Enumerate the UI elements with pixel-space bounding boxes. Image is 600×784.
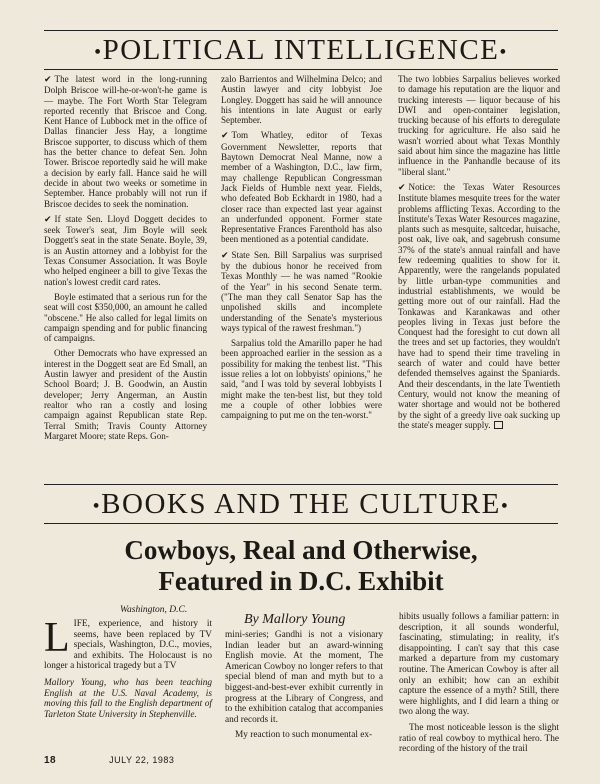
news-item-text: Tom Whatley, editor of Texas Government Newsletter, reports that Baytown Democrat Neal Manne, now a member of a Washington, D.C., law firm, may challenge Republican Congressman Jack Fields of Humble next year. Fields, who defeated Bob Eckhardt in 1980, had a closer race than expected last year against an underfunded opponent. Former state Representative Frances Farenthold has also been mentioned as a potential candidate. <box>221 130 382 245</box>
news-item-text: Boyle estimated that a serious run for the seat will cost $350,000, an amount he called "obscene." He also called for legal limits on campaign spending and for public financing of campaigns. <box>44 291 207 344</box>
news-item-text: Notice: the Texas Water Resources Institute blames mesquite trees for the water problems afflicting Texas. According to the Institute's Texas Water Resources magazine, plants such as mesquite, saltcedar, huisache, post oak, live oak, and sagebrush consume 37% of the state's annual rainfall and have few redeeming qualities to show for it. Apparently, were the rangelands populated by little urban-type communities and industrial establishments, we would be getting more out of our rainfall. Had the Tonkawas and Karankawas and other peoples living in Texas just before the Conquest had the foresight to cut down all the trees and set up factories, they wouldn't have had to spend their time traveling in search of water and could have better defended themselves against the Spaniards. And their descendants, in the late Twentieth Century, would not know the meaning of water shortage and would not be bothered by the sight of a greedy live oak sucking up the state's meager supply. <box>398 181 560 430</box>
dateline: Washington, D.C. <box>120 605 188 615</box>
news-item-text: Other Democrats who have expressed an interest in the Doggett seat are Ed Small, an Austin lawyer and president of the Austin School Board; J. B. Goodwin, an Austin developer; Jerry Angerman, an Austin realtor who ran a costly and losing campaign against Republican state Rep. Terral Smith; Travis County Attorney Margaret Moore; state Reps. Gon- <box>44 348 207 441</box>
books-heading-rule <box>44 523 558 524</box>
article-column-1 <box>44 615 212 730</box>
page-footer <box>44 755 174 766</box>
byline: By Mallory Young <box>244 612 346 627</box>
news-item <box>221 130 382 244</box>
article-paragraph: My reaction to such monumental ex- <box>235 730 373 741</box>
news-item-text: The latest word in the long-running Dolph Briscoe will-he-or-won't-he game is — maybe. The Fort Worth Star Telegram reported recently that Briscoe and Cong. Kent Hance of Lubbock met in the office of Dallas financier Jess Hay, a longtime Briscoe supporter, to discuss which of them has the better chance to defeat Sen. John Tower. Briscoe reportedly said he will make a decision by early fall. Hance said he will decide in about two weeks or sometime in September. Hance probably will not run if Briscoe decides to seek the nomination. <box>44 74 207 209</box>
news-item-text: zalo Barrientos and Wilhelmina Delco; and Austin lawyer and city lobbyist Joe Longley. Doggett has said he will announce his intentions in late August or early September. <box>221 74 382 126</box>
news-item <box>398 74 560 177</box>
news-item <box>44 292 207 343</box>
top-rule <box>44 30 558 31</box>
news-item <box>44 348 207 441</box>
political-column-2 <box>221 74 382 426</box>
news-item-text: The two lobbies Sarpalius believes worked to damage his reputation are the liquor and trucking interests — liquor because of his DWI and open-container legislation, trucking because of his efforts to deregulate trucking for agriculture. He also said he wasn't worried about what Texas Monthly said about him since the magazine has little influence in the Panhandle because of its "liberal slant." <box>398 74 560 177</box>
article-paragraph: mini-series; Gandhi is not a visionary Indian leader but an award-winning English movie. At the moment, The American Cowboy no longer refers to that special blend of man and myth but to a biggest-and-best-ever exhibit currently in progress at the Library of Congress, and to the exhibition catalog that accompanies and records it. <box>225 630 383 725</box>
news-item <box>221 74 382 125</box>
check-mark-icon: ✔ <box>221 131 229 142</box>
article-lead: IFE, experience, and history it seems, have been replaced by TV specials, Washington, D.C., movies, and exhibits. The Holocaust is no longer a historical tragedy but a TV <box>44 619 212 672</box>
issue-date: JULY 22, 1983 <box>109 755 175 765</box>
article-column-3 <box>399 612 559 760</box>
article-paragraph: hibits usually follows a familiar pattern: in description, it all sounds wonderful, fascinating, stimulating; in reality, it's disappointing. I can't say that this case marked a departure from my customary routine. The American Cowboy is after all only an exhibit; how can an exhibit capture the essence of a myth? Still, there were highlights, and I did learn a thing or two along the way. <box>399 612 559 718</box>
check-mark-icon: ✔ <box>44 75 52 85</box>
drop-cap: L <box>44 615 70 661</box>
political-column-1 <box>44 74 207 446</box>
books-and-the-culture-heading: •BOOKS AND THE CULTURE• <box>92 488 510 520</box>
article-headline: Cowboys, Real and Otherwise, Featured in D.C. Exhibit <box>124 535 478 596</box>
check-mark-icon: ✔ <box>44 214 52 225</box>
books-top-rule <box>44 484 558 485</box>
news-item <box>221 250 382 333</box>
end-mark-icon <box>494 421 503 429</box>
political-heading-rule <box>44 69 558 70</box>
news-item-text: Sarpalius told the Amarillo paper he had been approached earlier in the session as a possibility for making the tenbest list. "This issue relies a lot on lobbyists' opinions," he said, "and I was told by several lobbyists I might make the ten-best list, but they told me a couple of other lobbies were campaigning to put me on the ten-worst." <box>221 338 382 421</box>
news-item <box>221 338 382 420</box>
news-item-text: State Sen. Bill Sarpalius was surprised by the dubious honor he received from Texas Monthly — he was named "Rookie of the Year" in his second Senate term. ("The man they call Senator Sap has the unpolished skills and incomplete understanding of the Senate's mysterious ways typical of the rawest freshman.") <box>221 249 382 333</box>
political-column-3 <box>398 74 560 435</box>
news-item-text: If state Sen. Lloyd Doggett decides to seek Tower's seat, Jim Boyle will seek Doggett's seat in the state Senate. Boyle, 39, is an Austin attorney and a lobbyist for the Texas Consumer Association. It was Boyle who helped engineer a bill to give Texas the nation's lowest credit card rates. <box>44 213 207 287</box>
political-intelligence-heading: •POLITICAL INTELLIGENCE• <box>94 34 508 66</box>
check-mark-icon: ✔ <box>221 250 229 261</box>
article-column-2 <box>225 630 383 746</box>
article-paragraph: The most noticeable lesson is the slight ratio of real cowboy to mythical hero. The recording of the history of the trail <box>399 722 559 755</box>
news-item <box>44 214 207 287</box>
check-mark-icon: ✔ <box>398 182 406 193</box>
author-bio: Mallory Young, who has been teaching English at the U.S. Naval Academy, is moving this fall to the English department of Tarleton State University in Stephenville. <box>44 677 212 720</box>
page-number: 18 <box>44 755 57 766</box>
news-item <box>398 182 560 430</box>
news-item <box>44 74 207 209</box>
